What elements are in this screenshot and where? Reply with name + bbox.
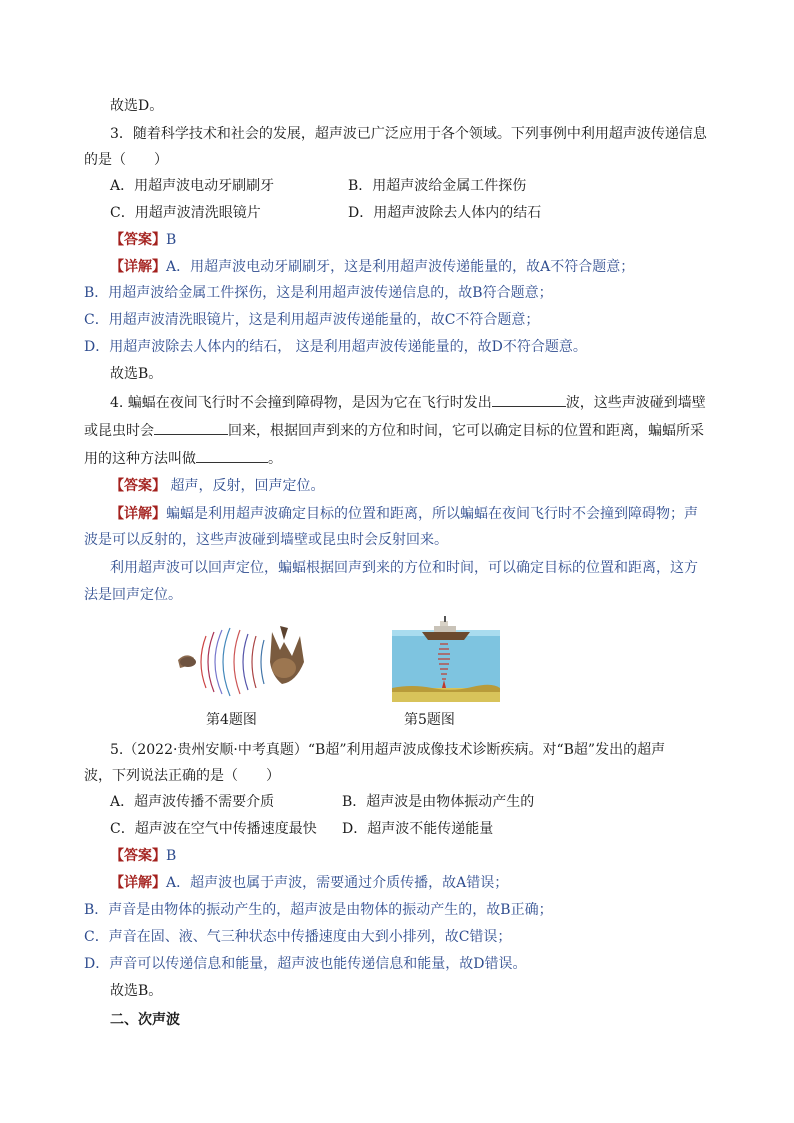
q3-option-c: C．用超声波清洗眼镜片 bbox=[110, 205, 261, 221]
q3-stem-cont: 的是（ ） bbox=[84, 152, 168, 168]
q4-stem-line3: 用的这种方法叫做 。 bbox=[84, 448, 282, 469]
answer-value: B bbox=[166, 848, 177, 864]
q3-detail-a bbox=[110, 257, 634, 277]
q5-option-d: D．超声波不能传递能量 bbox=[342, 821, 494, 837]
q5-stem: 5.（2022·贵州安顺·中考真题）“B超”利用超声波成像技术诊断疾病。对“B超”发出的超声 bbox=[110, 742, 666, 758]
detail-tag: 【详解】 bbox=[110, 506, 166, 522]
q5-option-a: A．超声波传播不需要介质 bbox=[110, 794, 275, 810]
q4-answer bbox=[110, 476, 324, 496]
q3-option-b: B．用超声波给金属工件探伤 bbox=[348, 178, 527, 194]
q3-conclusion: 故选B。 bbox=[110, 366, 163, 382]
q4-detail-a bbox=[110, 504, 698, 524]
ship-icon bbox=[422, 616, 470, 640]
q5-answer bbox=[110, 846, 176, 866]
fill-blank-3[interactable] bbox=[196, 448, 268, 463]
detail-text: A．用超声波电动牙刷刷牙，这是利用超声波传递能量的，故A不符合题意； bbox=[166, 259, 635, 275]
q3-detail-b: B．用超声波给金属工件探伤，这是利用超声波传递信息的，故B符合题意； bbox=[84, 285, 553, 301]
answer-tag: 【答案】 bbox=[110, 848, 166, 864]
fill-blank-1[interactable] bbox=[492, 392, 566, 407]
answer-value: B bbox=[166, 232, 177, 248]
answer-tag: 【答案】 bbox=[110, 478, 166, 494]
detail-text: 蝙蝠是利用超声波确定目标的位置和距离，所以蝙蝠在夜间飞行时不会撞到障碍物；声 bbox=[166, 506, 698, 522]
answer-tag: 【答案】 bbox=[110, 232, 166, 248]
q5-detail-b: B．声音是由物体的振动产生的，超声波是由物体的振动产生的，故B正确； bbox=[84, 902, 553, 918]
conclusion-line: 故选D。 bbox=[110, 98, 164, 114]
q3-option-a: A．用超声波电动牙刷刷牙 bbox=[110, 178, 275, 194]
q3-detail-d: D．用超声波除去人体内的结石， 这是利用超声波传递能量的，故D不符合题意。 bbox=[84, 339, 587, 355]
q4-stem-line1: 4. 蝙蝠在夜间飞行时不会撞到障碍物，是因为它在飞行时发出 波，这些声波碰到墙壁 bbox=[110, 392, 706, 413]
q5-detail-a bbox=[110, 873, 508, 893]
q4-detail-b: 波是可以反射的，这些声波碰到墙壁或昆虫时会反射回来。 bbox=[84, 532, 448, 548]
detail-tag: 【详解】 bbox=[110, 875, 166, 891]
q4-detail-c: 利用超声波可以回声定位，蝙蝠根据回声到来的方位和时间，可以确定目标的位置和距离，这方 bbox=[110, 560, 698, 576]
ship-sonar-figure bbox=[392, 616, 500, 702]
q5-option-c: C．超声波在空气中传播速度最快 bbox=[110, 821, 317, 837]
q3-stem: 3．随着科学技术和社会的发展，超声波已广泛应用于各个领域。下列事例中利用超声波传递信息 bbox=[110, 126, 707, 142]
detail-tag: 【详解】 bbox=[110, 259, 166, 275]
q3-answer bbox=[110, 230, 176, 250]
q5-detail-d: D．声音可以传递信息和能量，超声波也能传递信息和能量，故D错误。 bbox=[84, 956, 527, 972]
q4-stem-line2: 或昆虫时会 回来，根据回声到来的方位和时间，它可以确定目标的位置和距离，蝙蝠所采 bbox=[84, 420, 704, 441]
q4-detail-d: 法是回声定位。 bbox=[84, 587, 182, 603]
q3-option-d: D．用超声波除去人体内的结石 bbox=[348, 205, 542, 221]
bat-echolocation-figure bbox=[176, 622, 308, 702]
figure4-caption: 第4题图 bbox=[206, 712, 257, 728]
q5-detail-c: C．声音在固、液、气三种状态中传播速度由大到小排列，故C错误； bbox=[84, 929, 512, 945]
bat-icon bbox=[270, 626, 304, 684]
q5-option-b: B．超声波是由物体振动产生的 bbox=[342, 794, 535, 810]
section-heading: 二、次声波 bbox=[110, 1012, 180, 1028]
q5-conclusion: 故选B。 bbox=[110, 983, 163, 999]
answer-value: 超声，反射，回声定位。 bbox=[166, 478, 325, 494]
detail-text: A．超声波也属于声波，需要通过介质传播，故A错误； bbox=[166, 875, 509, 891]
fill-blank-2[interactable] bbox=[154, 420, 228, 435]
figure5-caption: 第5题图 bbox=[404, 712, 455, 728]
q3-detail-c: C．用超声波清洗眼镜片，这是利用超声波传递能量的，故C不符合题意； bbox=[84, 312, 540, 328]
q5-stem-cont: 波，下列说法正确的是（ ） bbox=[84, 768, 280, 784]
